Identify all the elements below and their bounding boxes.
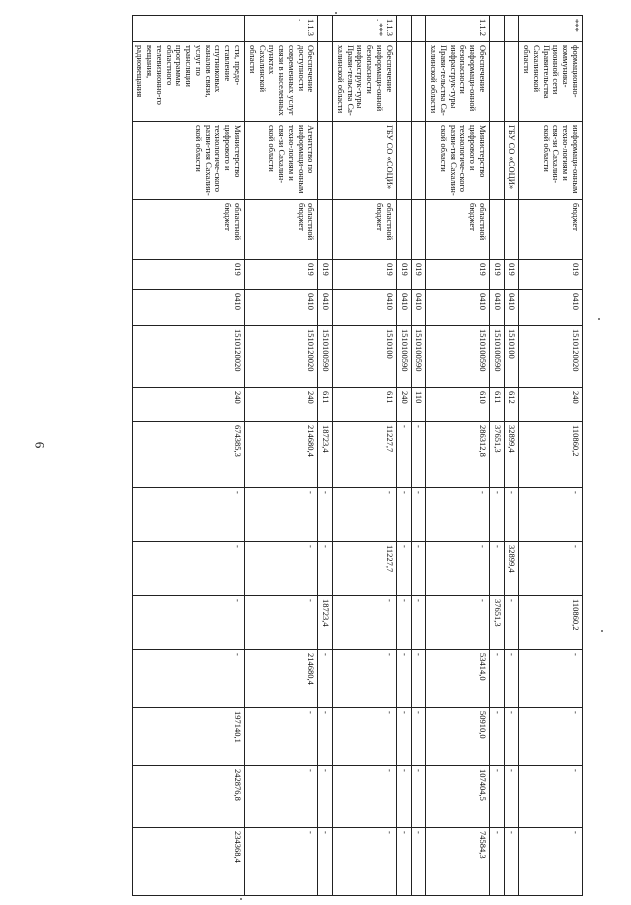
table-cell: - [519, 488, 583, 542]
table-cell: - [489, 766, 504, 828]
table-cell [396, 42, 411, 122]
scan-speck [601, 630, 603, 632]
table-cell: *** [519, 16, 583, 42]
table-cell: 1.1.2 [426, 16, 490, 42]
table-cell: - [396, 488, 411, 542]
table-cell: 019 [245, 260, 318, 290]
table-cell: - [132, 596, 244, 650]
table-cell: - [426, 488, 490, 542]
table-row [333, 16, 397, 896]
table-cell: 214680,4 [245, 422, 318, 488]
table-cell: - [396, 708, 411, 766]
table-cell: 0410 [411, 290, 426, 326]
table-cell: - [426, 542, 490, 596]
table-cell: - [519, 766, 583, 828]
table-cell: Министерство цифрового и технологиче-ского разви-тия Сахалин-ской области [132, 122, 244, 200]
table-cell: - [489, 708, 504, 766]
table-cell [411, 16, 426, 42]
table-cell: 11227,7 [333, 422, 397, 488]
table-cell: областной бюджет [245, 200, 318, 260]
table-cell: формационно-коммуника-ционной сети Правительства Сахалинской области [519, 42, 583, 122]
table-cell: 019 [426, 260, 490, 290]
table-cell: - [411, 650, 426, 708]
table-cell: 0410 [333, 290, 397, 326]
table-cell: 674385,3 [132, 422, 244, 488]
table-cell: - [519, 828, 583, 896]
table-cell: - [318, 766, 333, 828]
table-cell: 0410 [519, 290, 583, 326]
table-cell: 1510100590 [411, 326, 426, 388]
budget-table [132, 15, 583, 896]
table-cell: - [318, 542, 333, 596]
table-cell: - [396, 596, 411, 650]
table-cell: - [396, 766, 411, 828]
table-cell: Обеспечение информаци-онной безопасности инфраструк-туры Прави-тельства Са-халинской области [333, 42, 397, 122]
table-cell: 019 [318, 260, 333, 290]
table-cell: - [318, 828, 333, 896]
table-cell: ГБУ СО «СОЦИ» [333, 122, 397, 200]
table-cell: - [411, 596, 426, 650]
table-cell: 0410 [132, 290, 244, 326]
table-cell [489, 200, 504, 260]
table-cell: - [411, 828, 426, 896]
table-row [504, 16, 519, 896]
table-cell: - [245, 766, 318, 828]
table-cell: 611 [318, 388, 333, 422]
table-cell: 019 [489, 260, 504, 290]
table-cell: 1.1.3. *** [333, 16, 397, 42]
table-cell [489, 42, 504, 122]
table-cell: 019 [504, 260, 519, 290]
table-cell: 53414,0 [426, 650, 490, 708]
table-cell: - [333, 650, 397, 708]
table-cell: 612 [504, 388, 519, 422]
table-cell: 32899,4 [504, 422, 519, 488]
scan-speck [240, 898, 242, 900]
table-cell: - [318, 488, 333, 542]
table-cell: 32899,4 [504, 542, 519, 596]
table-cell: - [132, 488, 244, 542]
table-cell: - [396, 650, 411, 708]
table-cell: 242876,8 [132, 766, 244, 828]
table-cell: - [333, 766, 397, 828]
table-cell: 0410 [504, 290, 519, 326]
table-cell: Обеспечение доступности современных услуг связи в населенных пунктах Сахалинской области [245, 42, 318, 122]
table-cell: - [245, 488, 318, 542]
table-cell: 197140,1 [132, 708, 244, 766]
table-cell: 0410 [245, 290, 318, 326]
scan-speck [335, 12, 337, 14]
table-cell: - [396, 422, 411, 488]
table-row [426, 16, 490, 896]
table-row [396, 16, 411, 896]
table-cell: областной бюджет [426, 200, 490, 260]
table-cell: областной бюджет [333, 200, 397, 260]
table-cell: - [504, 488, 519, 542]
table-cell: 1.1.3. [245, 16, 318, 42]
table-cell: - [489, 488, 504, 542]
table-cell: - [396, 828, 411, 896]
table-cell: 240 [245, 388, 318, 422]
table-cell: - [245, 542, 318, 596]
table-cell: 18723,4 [318, 596, 333, 650]
table-cell: - [519, 708, 583, 766]
table-cell: - [411, 708, 426, 766]
table-cell: 1510100590 [396, 326, 411, 388]
table-cell [504, 16, 519, 42]
table-cell: 019 [396, 260, 411, 290]
table-cell: 240 [396, 388, 411, 422]
table-cell: 1510100 [504, 326, 519, 388]
table-cell: 019 [333, 260, 397, 290]
table-cell: - [504, 766, 519, 828]
table-cell: 214680,4 [245, 650, 318, 708]
table-cell: - [411, 542, 426, 596]
table-row [132, 16, 244, 896]
table-cell: 37651,3 [489, 422, 504, 488]
table-cell: - [504, 828, 519, 896]
table-cell: 1510100590 [318, 326, 333, 388]
table-cell: 0410 [318, 290, 333, 326]
table-cell: 611 [333, 388, 397, 422]
table-cell: - [245, 708, 318, 766]
table-row [411, 16, 426, 896]
table-cell: 110860,2 [519, 422, 583, 488]
table-cell: 019 [132, 260, 244, 290]
table-cell: - [245, 828, 318, 896]
scan-speck [598, 318, 600, 320]
table-cell: бюджет [519, 200, 583, 260]
table-cell: 1510100 [333, 326, 397, 388]
table-cell: - [333, 708, 397, 766]
table-cell [318, 200, 333, 260]
table-cell [411, 122, 426, 200]
table-cell: 1510120020 [132, 326, 244, 388]
table-cell [318, 42, 333, 122]
table-cell: - [411, 488, 426, 542]
table-row [245, 16, 318, 896]
table-cell: 240 [132, 388, 244, 422]
table-cell: - [426, 596, 490, 650]
table-cell [396, 200, 411, 260]
table-cell: 019 [411, 260, 426, 290]
table-cell: - [333, 828, 397, 896]
table-cell [489, 16, 504, 42]
table-cell: - [504, 708, 519, 766]
table-cell: областной бюджет [132, 200, 244, 260]
table-row [489, 16, 504, 896]
table-row [519, 16, 583, 896]
table-cell [132, 16, 244, 42]
table-cell: - [519, 650, 583, 708]
table-cell: - [504, 596, 519, 650]
table-cell: 611 [489, 388, 504, 422]
table-cell: - [245, 596, 318, 650]
table-cell: - [519, 542, 583, 596]
table-cell [411, 42, 426, 122]
table-cell: 1510120020 [519, 326, 583, 388]
table-cell: 240 [519, 388, 583, 422]
table-cell: Министерство цифрового и технологиче-ского разви-тия Сахалин-ской области [426, 122, 490, 200]
table-cell [489, 122, 504, 200]
table-cell: 0410 [489, 290, 504, 326]
table-cell: - [411, 766, 426, 828]
table-cell: сти, предо-ставление спутниковых каналов связи, услуг по трансляции программы областного телевизионно-го вещания, радиовещания [132, 42, 244, 122]
table-cell: - [318, 650, 333, 708]
table-cell [318, 16, 333, 42]
table-cell: 1510100590 [489, 326, 504, 388]
table-cell: 107404,5 [426, 766, 490, 828]
table-cell: ГБУ СО «СОЦИ» [504, 122, 519, 200]
table-cell: - [132, 542, 244, 596]
table-cell: - [396, 542, 411, 596]
table-cell: - [489, 542, 504, 596]
table-cell: 1510120020 [245, 326, 318, 388]
table-cell [318, 122, 333, 200]
table-cell: 18723,4 [318, 422, 333, 488]
table-cell: 110 [411, 388, 426, 422]
table-cell: - [411, 422, 426, 488]
table-cell: - [489, 828, 504, 896]
table-cell: 50910,0 [426, 708, 490, 766]
table-cell: - [318, 708, 333, 766]
table-cell [396, 16, 411, 42]
table-cell: Агентство по информаци-онным техно-логиям и свя-зи Сахалин-ской области [245, 122, 318, 200]
table-cell: 1510100590 [426, 326, 490, 388]
table-cell [504, 200, 519, 260]
table-cell: 019 [519, 260, 583, 290]
table-cell: информаци-онным техно-логиям и свя-зи Сахалин-ской области [519, 122, 583, 200]
table-cell [396, 122, 411, 200]
page-number: 6 [32, 441, 48, 449]
rotated-table-container [83, 15, 583, 895]
table-cell: 74584,3 [426, 828, 490, 896]
table-cell: Обеспечение информаци-онной безопасности инфраструк-туры Прави-тельства Са-халинской области [426, 42, 490, 122]
table-cell [411, 200, 426, 260]
table-cell: 0410 [426, 290, 490, 326]
table-cell: 234368,4 [132, 828, 244, 896]
table-cell: - [132, 650, 244, 708]
table-cell: 37651,3 [489, 596, 504, 650]
table-cell: - [489, 650, 504, 708]
table-cell: 110860,2 [519, 596, 583, 650]
table-cell: - [333, 596, 397, 650]
table-row [318, 16, 333, 896]
table-cell: 610 [426, 388, 490, 422]
table-cell: - [333, 488, 397, 542]
table-cell: 286312,8 [426, 422, 490, 488]
table-cell: 11227,7 [333, 542, 397, 596]
table-cell: - [504, 650, 519, 708]
table-cell [504, 42, 519, 122]
table-cell: 0410 [396, 290, 411, 326]
